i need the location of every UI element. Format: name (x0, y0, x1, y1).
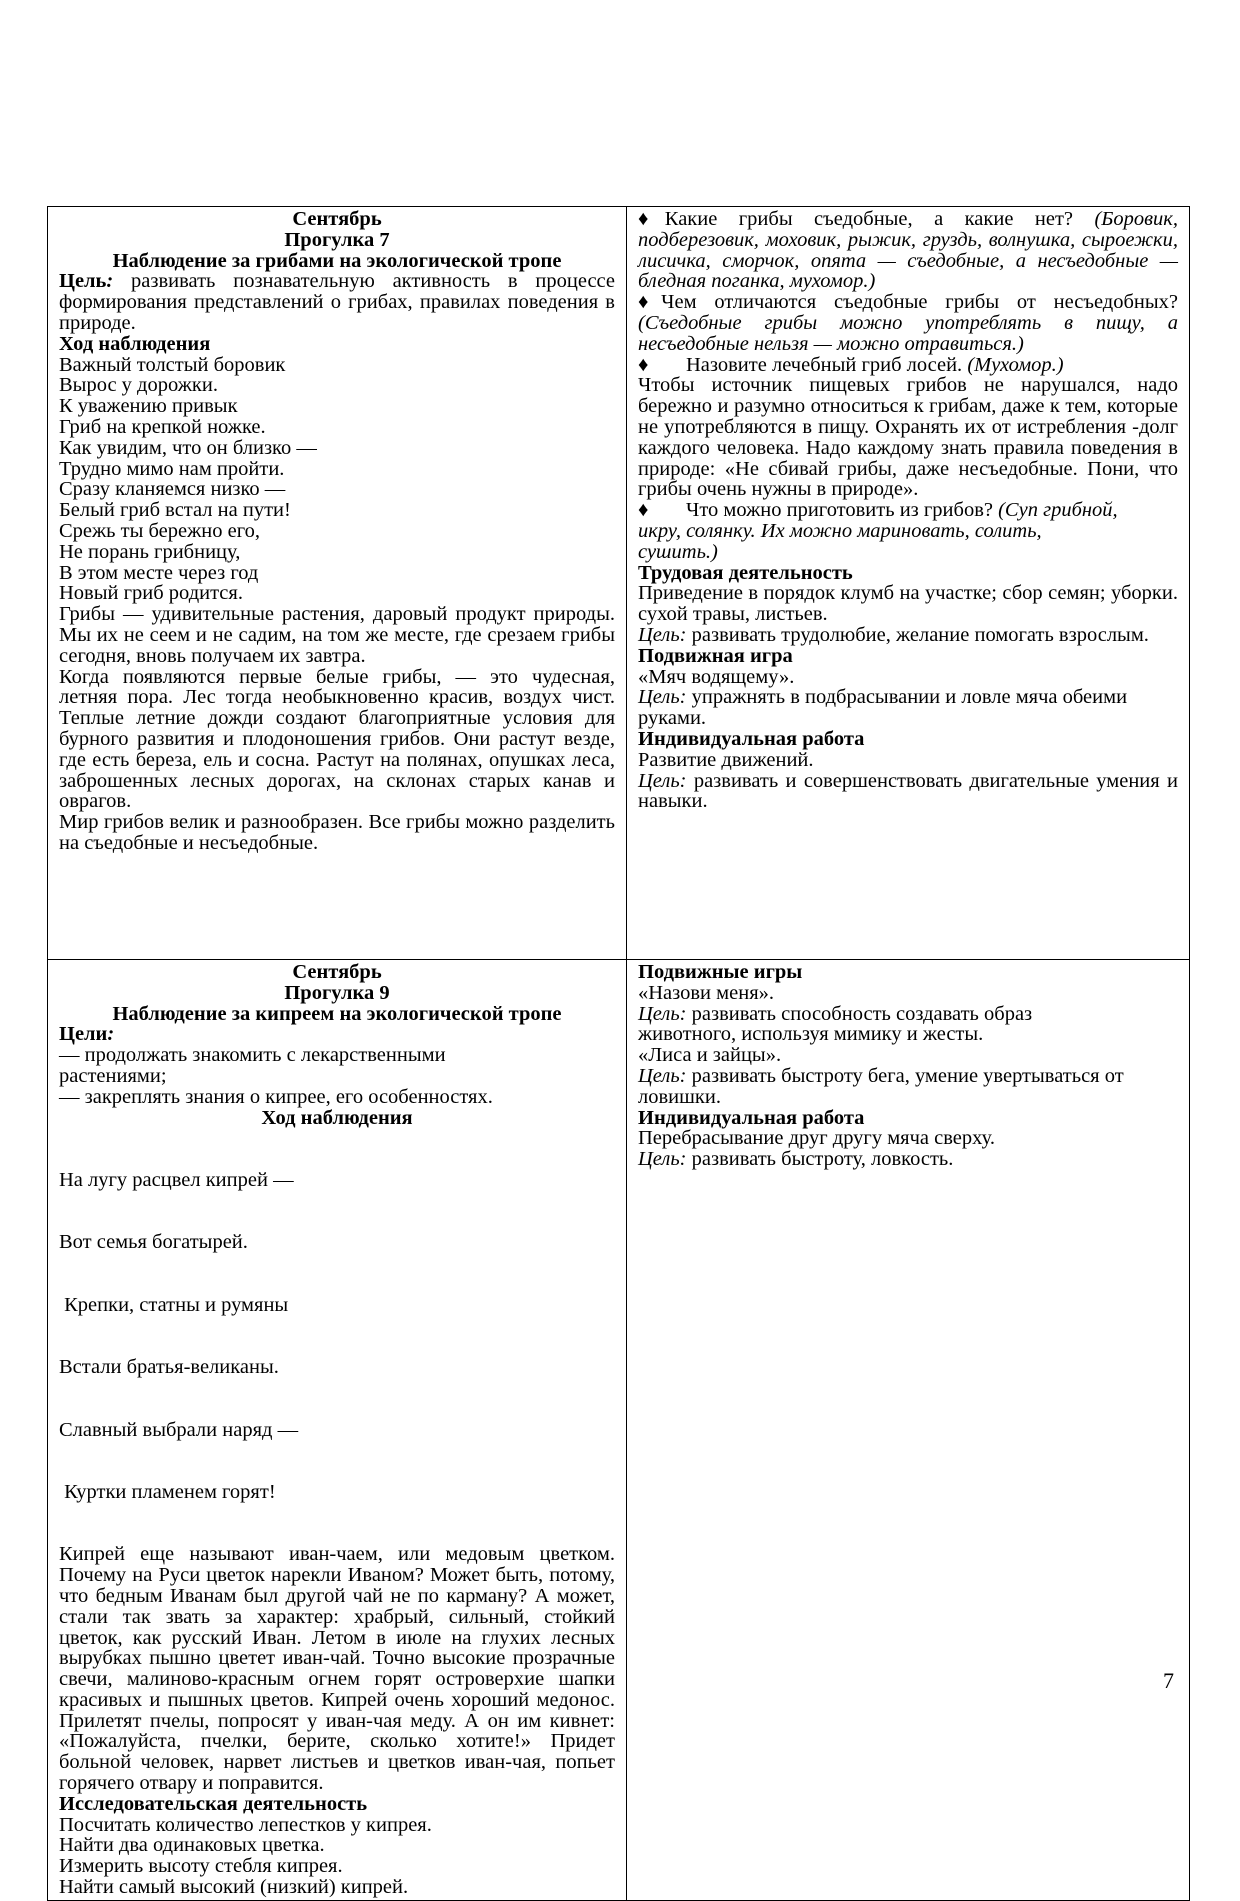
question-item (638, 355, 1178, 376)
poem-line: Славный выбрали наряд — (59, 1418, 299, 1441)
poem-line: В этом месте через год (59, 561, 259, 584)
game-goal (638, 1004, 1178, 1046)
game-name: «Лиса и зайцы». (638, 1044, 782, 1067)
poem-line: Вот семья богатырей. (59, 1231, 248, 1254)
walk9-right-cell (627, 960, 1190, 1901)
observation-topic: Наблюдение за кипреем на экологической тропе (112, 1002, 562, 1025)
poem-line: Гриб на крепкой ножке. (59, 415, 266, 438)
poem-line: Крепки, статны и румяны (59, 1293, 289, 1316)
poem-line: Срежь ты бережно его, (59, 519, 261, 542)
individual-work-goal (638, 771, 1178, 813)
individual-work-goal (638, 1149, 1178, 1170)
text-paragraph: Кипрей еще называют иван-чаем, или медовым цветком. Почему на Руси цветок нарекли Иваном? Может быть, потому, что бедным Иванам был другой чай не по карману? А может, стали так звать за характер: храбрый, сильный, стойкий цветок, как русский Иван. Летом в июле на глухих лесных вырубках пышно цветет иван-чай. Точно высокие прозрачные свечи, малиново-красным огнем горят островерхие шапки красивых и пышных цветов. Кипрей очень хороший медонос. Прилетят пчелы, попросят у иван-чая меду. А он им кивнет: «Пожалуйста, пчелки, берите, сколько хотите!» Придет больной человек, нарвет листьев и цветков иван-чая, попьет горячего отвару и поправится. (59, 1543, 615, 1795)
individual-work-text: Перебрасывание друг другу мяча сверху. (638, 1127, 995, 1150)
game-heading: Подвижная игра (638, 644, 793, 667)
game-goal (638, 687, 1178, 729)
answer-text: (Съедобные грибы можно употреблять в пищу, а несъедобные нельзя — можно отравиться.) (638, 311, 1178, 355)
poem-line: Не порань грибницу, (59, 540, 241, 563)
goal-text: развивать способность создавать образ (686, 1002, 1033, 1025)
walk9-left-cell (48, 960, 627, 1901)
question-item (638, 209, 1178, 292)
question-text: Чем отличаются съедобные грибы от несъедобных? (661, 291, 1178, 314)
poem (59, 1128, 615, 1544)
poem-line: Встали братья-великаны. (59, 1356, 279, 1379)
goal-paragraph: Цель: развивать познавательную активность в процессе формирования представлений о грибах, правилах поведения в природе. (59, 270, 615, 334)
game-goal (638, 1066, 1178, 1108)
answer-text: (Суп грибной, (998, 499, 1118, 522)
poem-line: К уважению привык (59, 395, 238, 418)
goal-text: — продолжать знакомить с лекарственными (59, 1044, 446, 1067)
games-heading: Подвижные игры (638, 961, 803, 983)
goal-text: развивать трудолюбие, желание помогать взрослым. (686, 623, 1149, 646)
goals-label: Цели (59, 1023, 108, 1046)
list-item: Измерить высоту стебля кипрея. (59, 1855, 343, 1878)
labor-text: Приведение в порядок клумб на участке; сбор семян; уборки. сухой травы, листьев. (638, 582, 1178, 626)
goal-item (59, 1045, 615, 1087)
walk-title: Прогулка 9 (284, 981, 390, 1004)
poem-line: Трудно мимо нам пройти. (59, 457, 285, 480)
goal-label: Цель: (638, 769, 687, 792)
walk7-left-cell (48, 207, 627, 960)
goal-text: развивать познавательную активность в процессе формирования представлений о грибах, правилах поведения в природе. (59, 270, 615, 334)
question-text: Что можно приготовить из грибов? (686, 499, 999, 522)
observation-heading: Ход наблюдения (59, 332, 211, 355)
answer-text: икру, солянку. Их можно мариновать, солить, (638, 519, 1042, 542)
goal-label: Цель (59, 270, 107, 293)
poem-line: Новый гриб родится. (59, 582, 243, 605)
page-number: 7 (1163, 1668, 1174, 1693)
text-paragraph: Грибы — удивительные растения, даровый продукт природы. Мы их не сеем и не садим, на том же месте, где срезаем грибы сегодня, вновь получаем их завтра. (59, 603, 615, 667)
list-item: Посчитать количество лепестков у кипрея. (59, 1813, 432, 1836)
poem-line: Вырос у дорожки. (59, 374, 218, 397)
answer-text: (Боровик, подберезовик, моховик, рыжик, груздь, волнушка, сыроежки, лисичка, сморчок, опята — съедобные, а несъедобные — бледная поганка, мухомор.) (638, 208, 1178, 293)
list-item: Найти два одинаковых цветка. (59, 1834, 325, 1857)
goals-label-line: Цели: (59, 1023, 115, 1046)
goal-text: развивать и совершенствовать двигательные умения и навыки. (638, 769, 1178, 813)
poem-line: Куртки пламенем горят! (59, 1480, 276, 1503)
answer-text: сушить.) (638, 540, 718, 563)
table-row (48, 207, 1190, 960)
diamond-bullet-icon: ♦ (638, 291, 662, 314)
text-paragraph: Когда появляются первые белые грибы, — это чудесная, летняя пора. Лес тогда необыкновенно красив, воздух чист. Теплые летние дожди создают благоприятные условия для бурного развития и плодоношения грибов. Они растут везде, где есть береза, ель и сосна. Растут на полянах, опушках леса, заброшенных лесных дорогах, на склонах старых канав и оврагов. (59, 665, 615, 813)
question-text: Назовите лечебный гриб лосей. (686, 353, 968, 376)
individual-work-heading: Индивидуальная работа (638, 1106, 865, 1129)
goal-item: — закреплять знания о кипрее, его особенностях. (59, 1085, 493, 1108)
walks-table (47, 206, 1190, 1901)
list-item: Найти самый высокий (низкий) кипрей. (59, 1876, 409, 1899)
goal-text: развивать быстроту бега, умение увертываться от ловишки. (638, 1064, 1124, 1108)
labor-goal (638, 625, 1178, 646)
table-row (48, 960, 1190, 1901)
poem-line: Белый гриб встал на пути! (59, 499, 291, 522)
diamond-bullet-icon: ♦ (638, 208, 665, 230)
walk7-right-cell (627, 207, 1190, 960)
text-paragraph: Мир грибов велик и разнообразен. Все грибы можно разделить на съедобные и несъедобные. (59, 811, 615, 854)
game-name: «Мяч водящему». (638, 665, 795, 688)
question-item (638, 292, 1178, 354)
text-paragraph: Чтобы источник пищевых грибов не нарушался, надо бережно и разумно относиться к грибам, даже к тем, которые не употребляются в пищу. Охранять их от истребления -долг каждого человека. Надо каждому знать правила поведения в природе: «Не сбивай грибы, даже несъедобные. Пони, что грибы очень нужны в природе». (638, 374, 1178, 501)
goal-label: Цель: (638, 1148, 687, 1171)
poem-line: Как увидим, что он близко — (59, 436, 317, 459)
question-item (638, 500, 1178, 562)
month-title: Сентябрь (292, 208, 382, 230)
game-name: «Назови меня». (638, 981, 775, 1004)
goal-label: Цель: (638, 1002, 687, 1025)
individual-work-text: Развитие движений. (638, 748, 814, 771)
diamond-bullet-icon: ♦ (638, 499, 649, 522)
poem-line: На лугу расцвел кипрей — (59, 1168, 294, 1191)
poem-line: Сразу кланяемся низко — (59, 478, 286, 501)
answer-text: (Мухомор.) (967, 353, 1064, 376)
question-text: Какие грибы съедобные, а какие нет? (664, 208, 1095, 230)
poem-line: Важный толстый боровик (59, 353, 286, 376)
walk-title: Прогулка 7 (284, 228, 390, 251)
poem (59, 355, 615, 605)
goal-text: растениями; (59, 1064, 167, 1087)
goal-text: упражнять в подбрасывании и ловле мяча обеими руками. (638, 686, 1128, 730)
research-list (59, 1815, 615, 1898)
goal-text: развивать быстроту, ловкость. (686, 1148, 954, 1171)
goal-label: Цель: (638, 686, 687, 709)
goal-label: Цель: (638, 623, 687, 646)
observation-heading: Ход наблюдения (261, 1106, 413, 1129)
research-heading: Исследовательская деятельность (59, 1792, 368, 1815)
individual-work-heading: Индивидуальная работа (638, 727, 865, 750)
goal-label: Цель: (638, 1064, 687, 1087)
observation-topic: Наблюдение за грибами на экологической тропе (112, 249, 562, 272)
month-title: Сентябрь (292, 961, 382, 983)
diamond-bullet-icon: ♦ (638, 353, 649, 376)
goal-text: животного, используя мимику и жесты. (638, 1023, 984, 1046)
labor-heading: Трудовая деятельность (638, 561, 853, 584)
